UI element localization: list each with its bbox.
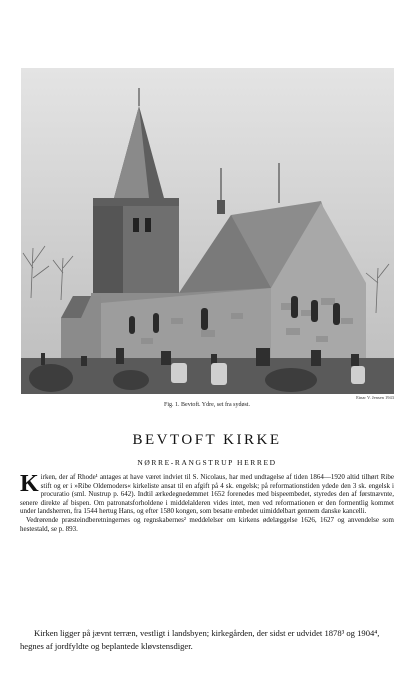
page-subtitle: NØRRE-RANGSTRUP HERRED <box>137 458 277 467</box>
intro-paragraph <box>20 473 394 516</box>
church-photo <box>21 68 394 394</box>
figure-caption: Fig. 1. Bevtoft. Ydre, set fra sydøst. <box>164 402 250 408</box>
body-paragraph: Kirken ligger på jævnt terræn, vestligt i landsbyen; kirkegården, der sidst er udvidet 1878³ og 1904⁴, hegnes af jordfyldte og beplantede kløvstensdiger. <box>20 628 380 651</box>
drop-cap: K <box>20 471 39 497</box>
photo-credit: Einar V. Jensen 1943 <box>356 395 394 400</box>
intro-note: Vedrørende præsteindberetningernes og regnskabernes² meddelelser om kirkens ødelæggelse 1626, 1627 og anvendelse som hestestald, se p. 893. <box>20 515 394 533</box>
page-title: BEVTOFT KIRKE <box>132 432 282 448</box>
intro-section <box>20 473 394 533</box>
church-illustration <box>21 68 394 394</box>
intro-text: irken, der af Rhode¹ antages at have været indviet til S. Nicolaus, har med undtagelse af tiden 1864—1920 altid tilhørt Ribe stift og er i »Ribe Oldemoders« kirkeliste ansat til en afgift på 4 sk. engelsk; på reformationstiden ydede den 3 sk. engelsk i procuratio (sml. Nustrup p. 642). Indtil ærkedegnedømmet 1652 forenedes med bispeembedet, styredes den af førstnævnte, senere direkte af bispen. Om patronatsforholdene i middelalderen vides intet, men ved reformationen er den formentlig kommet under landsherren, fra 1544 hertug Hans, og efter 1580 kongen, som besatte embedet uimiddelbart gennem danske kancelli. <box>20 473 394 516</box>
body-section <box>20 627 394 653</box>
